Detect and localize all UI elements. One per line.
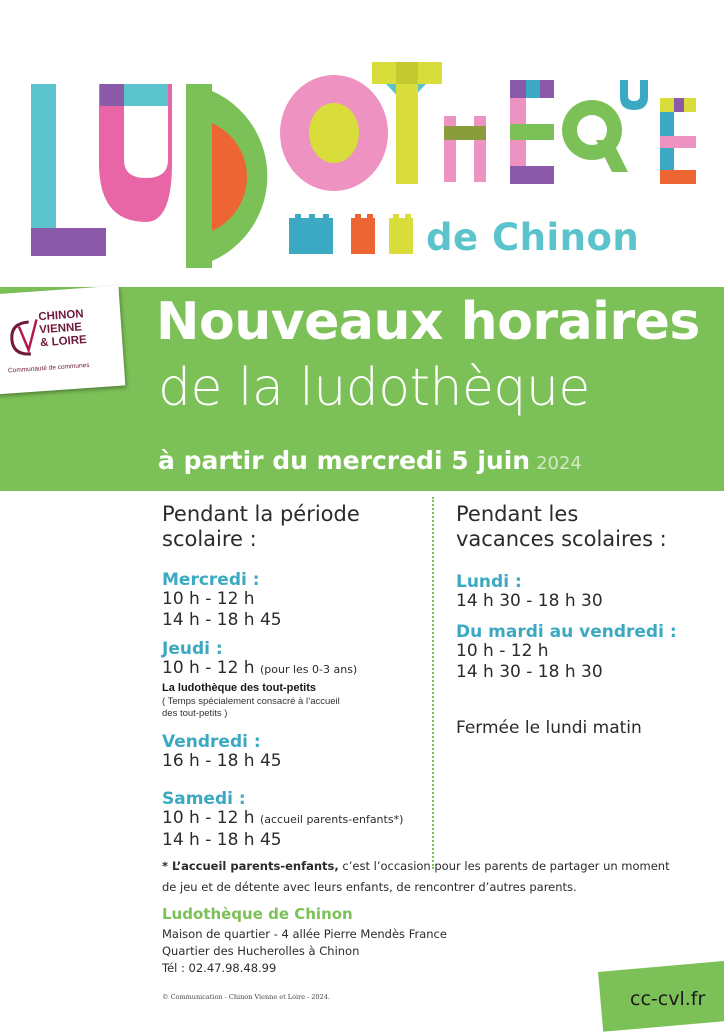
hours-friday: 16 h - 18 h 45 (162, 751, 282, 771)
heading-line: Pendant les (456, 502, 579, 526)
toddler-session-desc (162, 696, 372, 720)
logo-subtitle: de Chinon (426, 216, 640, 259)
hours-line: 10 h - 12 h (162, 589, 255, 609)
day-saturday: Samedi : (162, 789, 246, 809)
website-link[interactable]: cc-cvl.fr (630, 988, 706, 1010)
ccvl-logo (0, 286, 125, 395)
heading-line: vacances scolaires : (456, 527, 667, 551)
hours-note: (pour les 0-3 ans) (259, 663, 358, 676)
footnote-bold: * L’accueil parents-enfants, (162, 859, 339, 873)
footnote (162, 856, 682, 898)
hours-saturday (162, 808, 403, 851)
desc-line: ( Temps spécialement consacré à l’accueil (162, 696, 340, 707)
banner-date-text: à partir du mercredi 5 juin (158, 446, 531, 475)
heading-line: Pendant la période (162, 502, 360, 526)
hours-tue-fri (456, 641, 603, 683)
phone-number: Tél : 02.47.98.48.99 (162, 961, 277, 975)
hours-line: 10 h - 12 h (456, 641, 549, 661)
hours-wednesday (162, 589, 282, 631)
hours-line: 10 h - 12 h (162, 658, 255, 678)
school-period-heading (162, 502, 360, 552)
ccvl-tagline: Communauté de communes (7, 361, 90, 375)
footnote-text: c’est l’occasion pour les parents de partager un moment de jeu et de détente avec leurs enfants, de rencontrer d’autres parents. (162, 859, 670, 894)
day-monday: Lundi : (456, 572, 522, 592)
closed-notice: Fermée le lundi matin (456, 718, 642, 738)
address-line: Maison de quartier - 4 allée Pierre Mendès France (162, 927, 447, 941)
day-tue-fri: Du mardi au vendredi : (456, 622, 677, 642)
column-divider (432, 497, 434, 869)
desc-line: des tout-petits ) (162, 708, 228, 719)
ccvl-name (38, 308, 87, 350)
ccvl-name-line: CHINON (37, 308, 85, 324)
heading-line: scolaire : (162, 527, 257, 551)
address-line: Quartier des Hucherolles à Chinon (162, 944, 360, 958)
ccvl-name-line: & LOIRE (39, 334, 88, 350)
hours-monday: 14 h 30 - 18 h 30 (456, 591, 603, 611)
hours-line: 14 h 30 - 18 h 30 (456, 662, 603, 682)
hours-thursday (162, 658, 357, 680)
hours-line: 10 h - 12 h (162, 808, 255, 828)
copyright-credit: © Communication - Chinon Vienne et Loire - 2024. (162, 993, 330, 1001)
hours-line: 14 h - 18 h 45 (162, 830, 282, 850)
hours-note: (accueil parents-enfants*) (259, 813, 404, 826)
day-friday: Vendredi : (162, 732, 261, 752)
banner-title-line1: Nouveaux horaires (156, 292, 700, 352)
ccvl-name-line: VIENNE (38, 321, 83, 337)
holidays-heading (456, 502, 667, 552)
banner-title-line2: de la ludothèque (158, 358, 590, 418)
hours-line: 14 h - 18 h 45 (162, 610, 282, 630)
ccvl-monogram-icon (6, 317, 41, 357)
day-wednesday: Mercredi : (162, 570, 260, 590)
address-title: Ludothèque de Chinon (162, 905, 353, 923)
banner-year: 2024 (536, 453, 582, 474)
toddler-session-title: La ludothèque des tout-petits (162, 682, 316, 694)
banner-date (158, 446, 582, 475)
day-thursday: Jeudi : (162, 639, 223, 659)
